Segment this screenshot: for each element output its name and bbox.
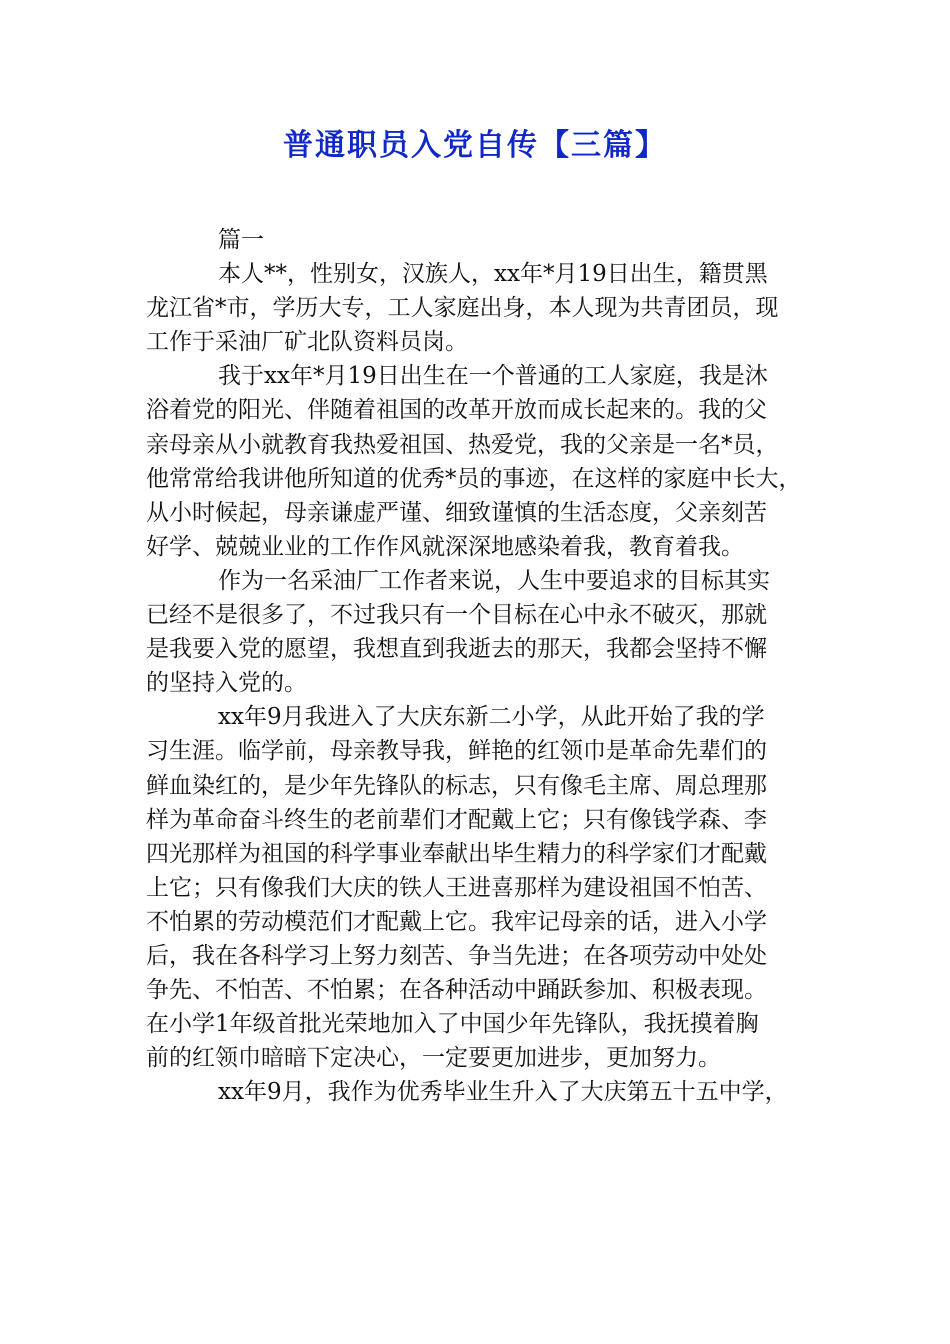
text-line: 样为革命奋斗终生的老前辈们才配戴上它；只有像钱学森、李 (146, 806, 767, 833)
text-line: 浴着党的阳光、伴随着祖国的改革开放而成长起来的。我的父 (146, 397, 767, 424)
text-line: 争先、不怕苦、不怕累；在各种活动中踊跃参加、积极表现。 (146, 977, 767, 1004)
text-line: 好学、兢兢业业的工作作风就深深地感染着我，教育着我。 (146, 533, 744, 560)
text-line: 他常常给我讲他所知道的优秀*员的事迹，在这样的家庭中长大， (146, 465, 802, 492)
text-line: 后，我在各科学习上努力刻苦、争当先进；在各项劳动中处处 (146, 942, 767, 969)
text-line: 的坚持入党的。 (146, 670, 307, 697)
text-line: 龙江省*市，学历大专，工人家庭出身，本人现为共青团员，现 (146, 295, 779, 322)
text-line: 四光那样为祖国的科学事业奉献出毕生精力的科学家们才配戴 (146, 840, 767, 867)
text-line: 上它；只有像我们大庆的铁人王进喜那样为建设祖国不怕苦、 (146, 874, 767, 901)
text-line: 作为一名采油厂工作者来说，人生中要追求的目标其实 (218, 567, 770, 594)
text-line: 工作于采油厂矿北队资料员岗。 (146, 329, 468, 356)
text-line: 鲜血染红的，是少年先锋队的标志，只有像毛主席、周总理那 (146, 772, 767, 799)
text-line: 前的红领巾暗暗下定决心，一定要更加进步，更加努力。 (146, 1045, 721, 1072)
document-title: 普通职员入党自传【三篇】 (283, 128, 667, 163)
text-line: xx年9月，我作为优秀毕业生升入了大庆第五十五中学， (218, 1079, 788, 1106)
text-line: 不怕累的劳动模范们才配戴上它。我牢记母亲的话，进入小学 (146, 908, 767, 935)
text-line: 我于xx年*月19日出生在一个普通的工人家庭，我是沐 (218, 363, 768, 390)
text-line: 是我要入党的愿望，我想直到我逝去的那天，我都会坚持不懈 (146, 636, 767, 663)
document-body (146, 223, 826, 1109)
text-line: 亲母亲从小就教育我热爱祖国、热爱党，我的父亲是一名*员， (146, 431, 779, 458)
text-line: xx年9月我进入了大庆东新二小学，从此开始了我的学 (218, 704, 765, 731)
text-line: 习生涯。临学前，母亲教导我，鲜艳的红领巾是革命先辈们的 (146, 738, 767, 765)
text-line: 在小学1年级首批光荣地加入了中国少年先锋队，我抚摸着胸 (146, 1011, 759, 1038)
text-line: 从小时候起，母亲谦虚严谨、细致谨慎的生活态度，父亲刻苦 (146, 499, 767, 526)
text-line: 篇一 (218, 227, 264, 253)
text-line: 本人**，性别女，汉族人，xx年*月19日出生，籍贯黑 (218, 261, 768, 288)
text-line: 已经不是很多了，不过我只有一个目标在心中永不破灭，那就 (146, 602, 767, 629)
